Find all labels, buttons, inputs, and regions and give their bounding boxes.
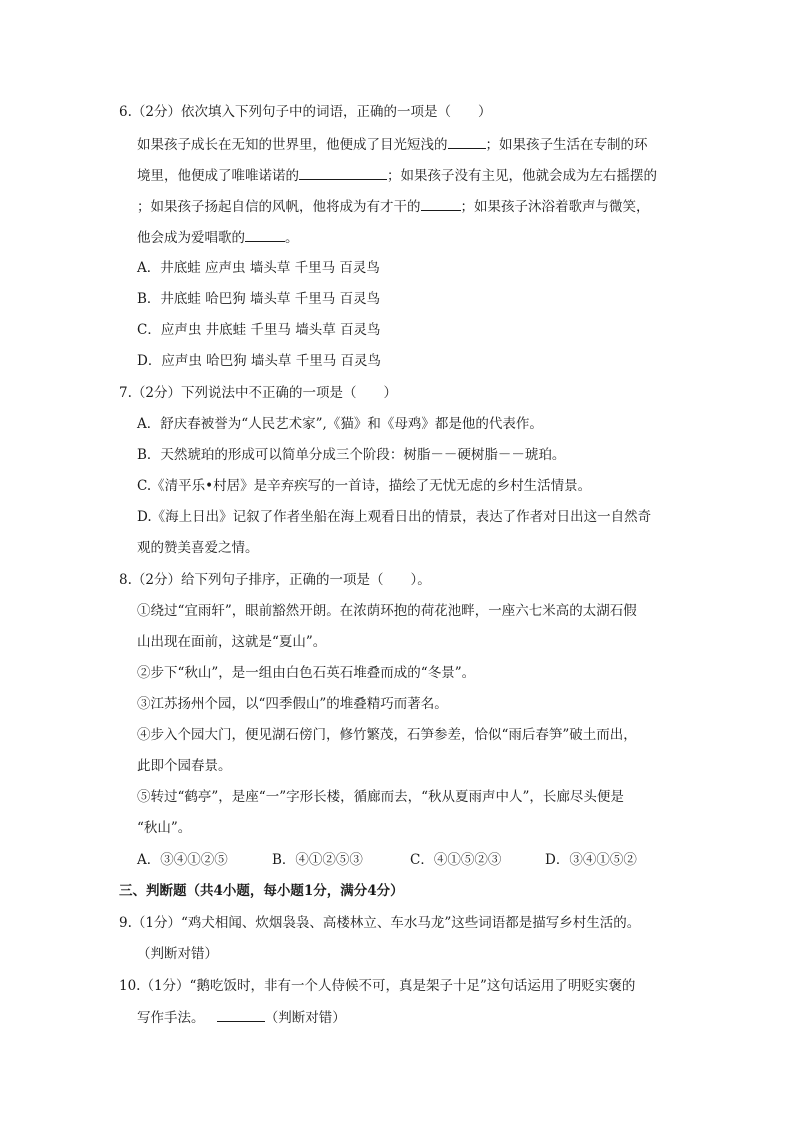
q6-text: ；如果孩子沐浴着歌声与微笑， xyxy=(460,199,650,215)
q6-text: ；如果孩子生活在专制的环 xyxy=(485,137,648,153)
q6-text: 境里，他便成了唯唯诺诺的 xyxy=(137,168,299,184)
q6-blank-2 xyxy=(299,165,387,180)
q6-passage-line-3 xyxy=(137,196,650,217)
q10-judge-text: （判断对错） xyxy=(264,1010,346,1026)
q6-text: ；如果孩子扬起自信的风帆，他将成为有才干的 xyxy=(137,199,421,215)
q6-passage-line-2 xyxy=(137,165,657,186)
q10-answer-blank[interactable] xyxy=(217,1007,265,1022)
q8-option-a[interactable]: A．③④①②⑤ xyxy=(137,852,228,868)
q8-sentence-1: ①绕过“宜雨轩”，眼前豁然开朗。在浓荫环抱的荷花池畔，一座六七米高的太湖石假 xyxy=(137,603,637,619)
q6-option-a[interactable]: A．井底蛙 应声虫 墙头草 千里马 百灵鸟 xyxy=(137,260,380,276)
q9-stem: 9.（1分）“鸡犬相闻、炊烟袅袅、高楼林立、车水马龙”这些词语都是描写乡村生活的。 xyxy=(119,915,641,931)
q8-sentence-5: ⑤转过“鹤亭”，是座“一”字形长楼，循廊而去，“秋从夏雨声中人”，长廊尽头便是 xyxy=(137,789,624,805)
q6-blank-1 xyxy=(448,134,486,149)
q7-option-a[interactable]: A．舒庆春被誉为“人民艺术家”,《猫》和《母鸡》都是他的代表作。 xyxy=(137,416,543,432)
q6-stem: 6.（2分）依次填入下列句子中的词语，正确的一项是（ ） xyxy=(119,104,492,120)
q6-option-b[interactable]: B．井底蛙 哈巴狗 墙头草 千里马 百灵鸟 xyxy=(137,291,381,307)
section-heading: 三、判断题（共4小题，每小题1分，满分4分） xyxy=(119,883,404,899)
q8-option-d[interactable]: D．③④①⑤② xyxy=(545,852,637,868)
q6-text: 他会成为爱唱歌的 xyxy=(137,230,245,246)
q8-sentence-1-cont: 山出现在面前，这就是“夏山”。 xyxy=(137,634,327,650)
q7-option-b[interactable]: B．天然琥珀的形成可以简单分成三个阶段：树脂－－硬树脂－－琥珀。 xyxy=(137,447,566,463)
q6-option-d[interactable]: D．应声虫 哈巴狗 墙头草 千里马 百灵鸟 xyxy=(137,353,381,369)
q7-option-d-cont: 观的赞美喜爱之情。 xyxy=(137,540,259,556)
q8-sentence-5-cont: “秋山”。 xyxy=(137,820,192,836)
q6-passage-line-1 xyxy=(137,134,648,155)
q6-text: 。 xyxy=(285,230,299,246)
q7-stem: 7.（2分）下列说法中不正确的一项是（ ） xyxy=(119,385,397,401)
q6-text: 如果孩子成长在无知的世界里，他便成了目光短浅的 xyxy=(137,137,448,153)
q8-option-b[interactable]: B．④①②⑤③ xyxy=(272,852,363,868)
q6-passage-line-4 xyxy=(137,227,299,248)
q10-judge-line xyxy=(137,1007,346,1028)
q7-option-d[interactable]: D.《海上日出》记叙了作者坐船在海上观看日出的情景，表达了作者对日出这一自然奇 xyxy=(137,509,652,525)
q8-stem: 8.（2分）给下列句子排序，正确的一项是（ ）。 xyxy=(119,572,431,588)
q10-stem: 10.（1分）“鹅吃饭时，非有一个人侍候不可，真是架子十足”这句话运用了明贬实褒的 xyxy=(119,978,636,994)
q6-blank-3 xyxy=(421,196,461,211)
q8-sentence-2: ②步下“秋山”，是一组由白色石英石堆叠而成的“冬景”。 xyxy=(137,665,476,681)
q6-blank-4 xyxy=(245,227,285,242)
q6-option-c[interactable]: C．应声虫 井底蛙 千里马 墙头草 百灵鸟 xyxy=(137,322,381,338)
q6-text: ；如果孩子没有主见，他就会成为左右摇摆的 xyxy=(387,168,657,184)
q9-judge: （判断对错） xyxy=(137,946,218,962)
q7-option-c[interactable]: C.《清平乐•村居》是辛弃疾写的一首诗，描绘了无忧无虑的乡村生活情景。 xyxy=(137,478,592,494)
q8-sentence-4-cont: 此即个园春景。 xyxy=(137,758,232,774)
q10-text: 写作手法。 xyxy=(137,1010,205,1026)
q8-sentence-3: ③江苏扬州个园，以“四季假山”的堆叠精巧而著名。 xyxy=(137,696,448,712)
q8-sentence-4: ④步入个园大门，便见湖石傍门，修竹繁茂，石笋参差，恰似“雨后春笋”破土而出， xyxy=(137,727,637,743)
q8-option-c[interactable]: C．④①⑤②③ xyxy=(410,852,502,868)
